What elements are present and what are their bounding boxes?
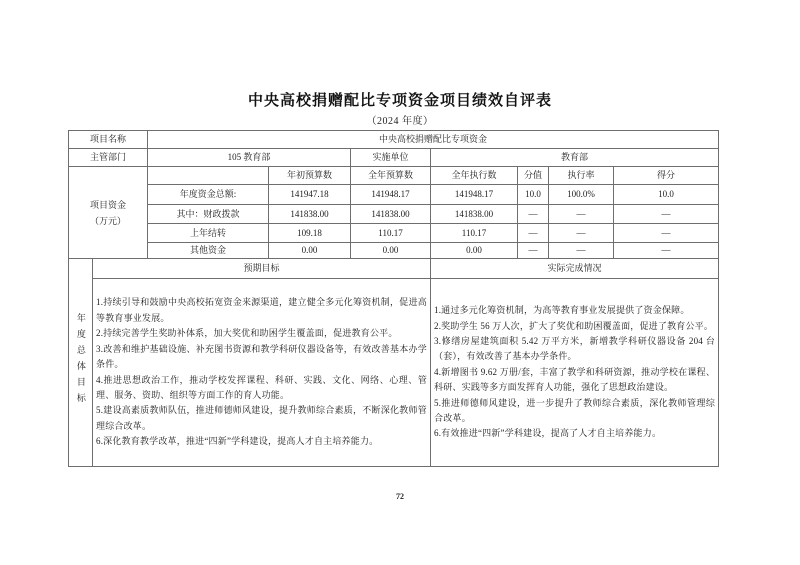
cell-exec: 110.17 xyxy=(431,224,518,243)
actual-completion-item: 3.修缮房屋建筑面积 5.42 万平方米，新增教学科研仪器设备 204 台（套），有效改善了基本办学条件。 xyxy=(434,335,716,362)
cell-rate: 100.0% xyxy=(549,185,614,205)
expected-goal-item: 2.持续完善学生奖助补体系，加大奖优和助困学生覆盖面，促进教育公平。 xyxy=(96,328,398,339)
page-subtitle: （2024 年度） xyxy=(366,116,434,127)
actual-completion-item: 2.奖助学生 56 万人次，扩大了奖优和助困覆盖面，促进了教育公平。 xyxy=(434,320,714,331)
table-row xyxy=(69,149,719,167)
cell-exec: 0.00 xyxy=(431,243,518,259)
cell-score: — xyxy=(614,224,719,243)
actual-completion-cell xyxy=(431,279,719,467)
expected-goal-item: 6.深化教育教学改革，推进“四新”学科建设，提高人才自主培养能力。 xyxy=(96,436,379,447)
cell-score: — xyxy=(614,205,719,224)
row-label: 其中：财政拨款 xyxy=(148,205,269,224)
table-row xyxy=(69,167,719,185)
evaluation-table xyxy=(68,130,719,467)
cell-value: — xyxy=(518,205,549,224)
cell-rate: — xyxy=(549,205,614,224)
funding-row-total xyxy=(69,185,719,205)
expected-goal-item: 4.推进思想政治工作，推动学校发挥课程、科研、实践、文化、网络、心理、管理、服务、资助、组织等方面工作的育人功能。 xyxy=(96,374,428,400)
row-label: 其他资金 xyxy=(148,243,269,259)
goals-header-row xyxy=(69,259,719,279)
cell-full: 141948.17 xyxy=(351,185,431,205)
col-header-score-value: 分值 xyxy=(518,167,549,185)
table-row xyxy=(69,131,719,149)
cell-value: 10.0 xyxy=(518,185,549,205)
funding-row-fiscal xyxy=(69,205,719,224)
expected-goal-item: 5.建设高素质教师队伍，推进师德师风建设，提升教师综合素质，不断深化教师管理综合改革。 xyxy=(96,405,428,431)
cell-value: — xyxy=(518,224,549,243)
cell-rate: — xyxy=(549,224,614,243)
cell-full: 0.00 xyxy=(351,243,431,259)
goals-section-label-text: 年度总体目标 xyxy=(75,313,86,410)
implement-unit-value: 教育部 xyxy=(431,149,719,167)
funding-row-carryover xyxy=(69,224,719,243)
col-header-score: 得分 xyxy=(614,167,719,185)
cell-begin: 141838.00 xyxy=(269,205,351,224)
implement-unit-label: 实施单位 xyxy=(351,149,431,167)
actual-completion-item: 4.新增图书 9.62 万册/套，丰富了教学和科研资源，推动学校在课程、科研、实践等多方面发挥育人功能，强化了思想政治建设。 xyxy=(434,366,716,393)
funding-row-other xyxy=(69,243,719,259)
cell-full: 141838.00 xyxy=(351,205,431,224)
department-value: 105 教育部 xyxy=(148,149,351,167)
col-header-full-budget: 全年预算数 xyxy=(351,167,431,185)
cell-begin: 109.18 xyxy=(269,224,351,243)
goals-content-row xyxy=(69,279,719,467)
goals-section-label xyxy=(69,259,93,467)
actual-completion-item: 6.有效推进“四新”学科建设，提高了人才自主培养能力。 xyxy=(434,428,662,439)
row-label: 上年结转 xyxy=(148,224,269,243)
expected-goal-item: 3.改善和维护基础设施、补充图书资源和教学科研仪器设备等，有效改善基本办学条件。 xyxy=(96,343,428,370)
actual-completion-item: 1.通过多元化筹资机制，为高等教育事业发展提供了资金保障。 xyxy=(434,305,690,316)
cell-begin: 0.00 xyxy=(269,243,351,259)
cell-full: 110.17 xyxy=(351,224,431,243)
empty-cell xyxy=(148,167,269,185)
actual-completion-item: 5.推进师德师风建设，进一步提升了教师综合素质，深化教师管理综合改革。 xyxy=(434,397,716,424)
page-number: 72 xyxy=(396,492,404,501)
cell-exec: 141838.00 xyxy=(431,205,518,224)
cell-value: — xyxy=(518,243,549,259)
cell-score: — xyxy=(614,243,719,259)
expected-goal-item: 1.持续引导和鼓励中央高校拓宽资金来源渠道，建立健全多元化筹资机制，促进高等教育事业发展。 xyxy=(96,297,428,323)
cell-exec: 141948.17 xyxy=(431,185,518,205)
col-header-executed: 全年执行数 xyxy=(431,167,518,185)
col-header-begin-budget: 年初预算数 xyxy=(269,167,351,185)
cell-score: 10.0 xyxy=(614,185,719,205)
row-label: 年度资金总额: xyxy=(148,185,269,205)
page-title: 中央高校捐赠配比专项资金项目绩效自评表 xyxy=(247,93,552,109)
expected-goals-cell xyxy=(93,279,431,467)
department-label: 主管部门 xyxy=(69,149,148,167)
funding-label-line2: （万元） xyxy=(90,215,127,226)
cell-rate: — xyxy=(549,243,614,259)
project-name-label: 项目名称 xyxy=(69,131,148,149)
funding-label-line1: 项目资金 xyxy=(90,199,127,210)
expected-goals-header: 预期目标 xyxy=(93,259,431,279)
actual-completion-header: 实际完成情况 xyxy=(431,259,719,279)
col-header-exec-rate: 执行率 xyxy=(549,167,614,185)
project-name-value: 中央高校捐赠配比专项资金 xyxy=(148,131,719,149)
cell-begin: 141947.18 xyxy=(269,185,351,205)
funding-section-label xyxy=(69,167,148,259)
